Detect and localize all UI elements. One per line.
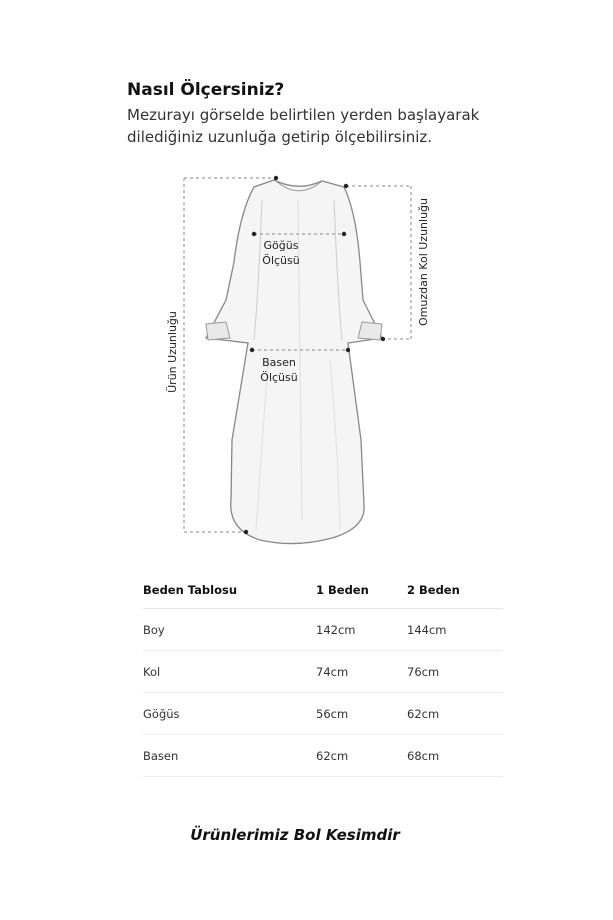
dress-measurement-illustration (0, 160, 613, 560)
hip-label-2: Ölçüsü (260, 371, 298, 384)
table-row (143, 651, 503, 693)
table-header-row (143, 572, 503, 609)
table-header-cell: Beden Tablosu (143, 572, 316, 609)
instruction-line-2: dilediğiniz uzunluğa getirip ölçebilirsiniz. (127, 128, 433, 146)
table-cell: 74cm (316, 651, 407, 693)
table-cell: 56cm (316, 693, 407, 735)
table-cell: 144cm (407, 609, 503, 651)
chest-label-1: Göğüs (263, 239, 299, 252)
table-cell: 76cm (407, 651, 503, 693)
sleeve-label: Omuzdan Kol Uzunluğu (417, 197, 430, 327)
table-cell: Basen (143, 735, 316, 777)
instruction-text (127, 104, 547, 148)
table-cell: 68cm (407, 735, 503, 777)
table-header-cell: 2 Beden (407, 572, 503, 609)
hip-label-1: Basen (262, 356, 296, 369)
footer-note: Ürünlerimiz Bol Kesimdir (190, 826, 400, 844)
instruction-line-1: Mezurayı görselde belirtilen yerden başlayarak (127, 106, 480, 124)
table-cell: 142cm (316, 609, 407, 651)
table-row (143, 693, 503, 735)
table-cell: Kol (143, 651, 316, 693)
page-title: Nasıl Ölçersiniz? (127, 80, 285, 100)
chest-label-2: Ölçüsü (262, 254, 300, 267)
size-table (143, 572, 503, 777)
table-cell: Göğüs (143, 693, 316, 735)
length-label: Ürün Uzunluğu (166, 311, 179, 393)
table-row (143, 609, 503, 651)
table-row (143, 735, 503, 777)
table-cell: 62cm (316, 735, 407, 777)
table-cell: Boy (143, 609, 316, 651)
table-header-cell: 1 Beden (316, 572, 407, 609)
table-cell: 62cm (407, 693, 503, 735)
